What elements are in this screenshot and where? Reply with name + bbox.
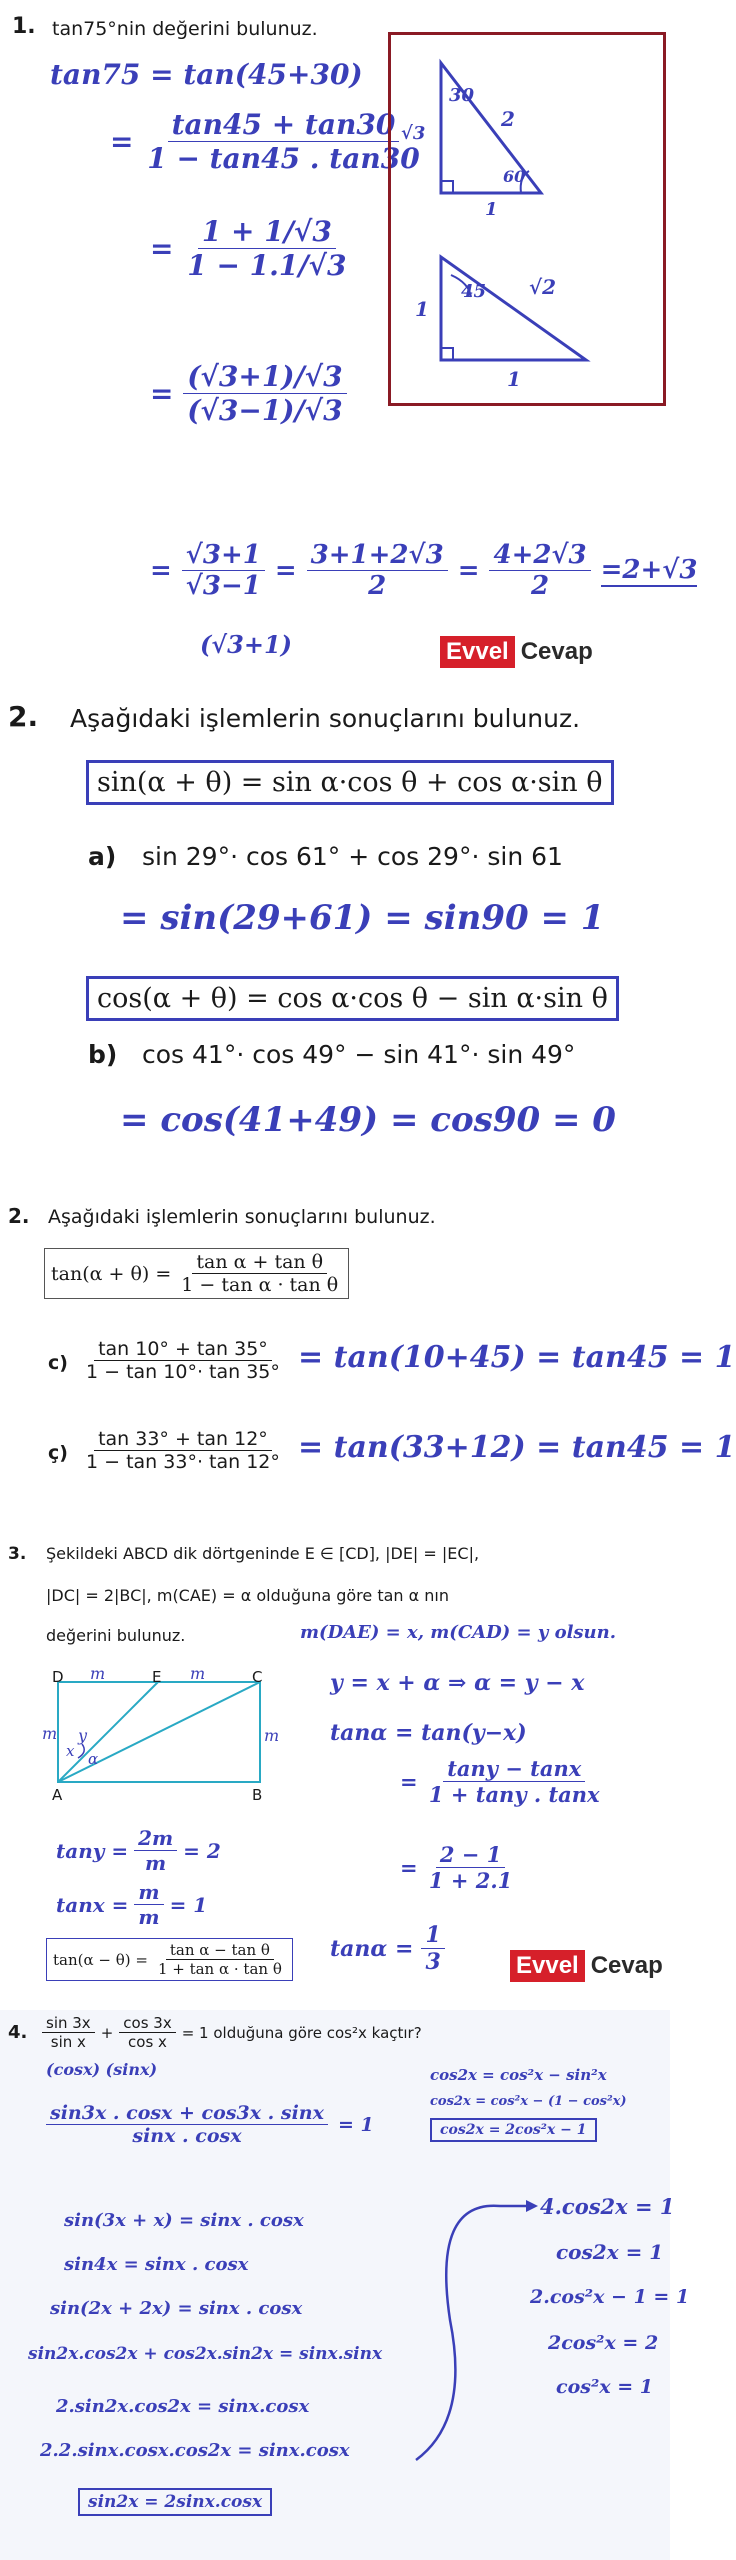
q4-s3: sin4x = sinx . cosx [64, 2254, 249, 2275]
q2a-b-answer: = cos(41+49) = cos90 = 0 [120, 1100, 616, 1140]
q4-r1: cos2x = cos²x − sin²x [430, 2066, 607, 2084]
q1-l5a-note: (√3+1) [200, 630, 292, 659]
q2b-c-answer: = tan(10+45) = tan45 = 1 [298, 1340, 736, 1375]
q1-result: =2+√3 [600, 554, 698, 585]
brand-logo-2: Evvel Cevap [510, 1950, 669, 1982]
q4-t5: cos²x = 1 [556, 2376, 653, 2398]
q2a-b-label: b) [88, 1040, 118, 1069]
q3-note1: m(DAE) = x, m(CAD) = y olsun. [300, 1622, 616, 1643]
q2a-number: 2. [8, 700, 39, 733]
q1-number: 1. [12, 14, 36, 39]
formula-sin-sum: sin(α + θ) = sin α·cos θ + cos α·sin θ [86, 760, 614, 805]
fig-label-C: C [252, 1668, 263, 1686]
q2b-c-label: c) [48, 1352, 68, 1374]
q3-result: tanα = $\frac{1}{3}$ [330, 1922, 445, 1975]
q3-tany: tany = $\frac{2m}{m}$ = 2 [56, 1826, 221, 1875]
q1-line5: = $\frac{√3+1}{√3-1}$ = $\frac{3+1+2√3}{2}$ = $\frac{4+2√3}{2}$ =2+√3 [150, 540, 698, 601]
formula-tan-diff: tan(α − θ) = $\frac{\text{tan α − tan θ}}{\text{1 + tan α · tan θ}}$ [46, 1938, 293, 1981]
fig-label-m-top1: m [90, 1664, 106, 1683]
q1-l4-den: (√3−1)/√3 [187, 394, 343, 427]
triangles-box [388, 32, 666, 406]
q3-line3: değerini bulunuz. [46, 1626, 186, 1645]
tri1-label-2: 2 [501, 107, 515, 131]
q4-r2: cos2x = cos²x − (1 − cos²x) [430, 2094, 627, 2109]
tri1-label-1: 1 [485, 199, 498, 220]
q4-s4: sin(2x + 2x) = sinx . cosx [50, 2298, 303, 2319]
q1-line2: = $\frac{\tan 45 + \tan 30}{1 - \tan 45 . \tan 30}$ [110, 108, 424, 175]
q2b-section [0, 1190, 736, 1520]
q1-l3-num: 1 + 1/√3 [198, 215, 336, 249]
q2b-cc-answer: = tan(33+12) = tan45 = 1 [298, 1430, 736, 1465]
q1-l5a-num: √3+1 [182, 540, 265, 571]
q4-r3: cos2x = 2cos²x − 1 [430, 2118, 597, 2142]
q1-l4-num: (√3+1)/√3 [183, 360, 346, 394]
q1-l2-num: tan45 + tan30 [168, 108, 400, 142]
q1-line4: = $\frac{(√3+1)/√3}{(√3-1)/√3}$ [150, 360, 347, 427]
tri2-label-1-bottom: 1 [507, 367, 521, 391]
q2b-c-frac: $\frac{\tan 10^\circ + \tan 35^\circ}{1 - \tan 10^\circ\cdot \tan 35^\circ}$ [86, 1338, 280, 1383]
q1-section [0, 0, 698, 690]
fig-label-y: y [78, 1726, 88, 1745]
q4-prompt: $\frac{\sin 3x}{\text{sin x}}$ + $\frac{\cos 3x}{\text{cos x}}$ = 1 olduğuna göre cos²x kaçtır? [42, 2014, 422, 2051]
q3-eq1: y = x + α ⇒ α = y − x [330, 1670, 585, 1696]
q1-line1: tan75 = tan(45+30) [50, 58, 363, 91]
q4-t4: 2cos²x = 2 [548, 2332, 659, 2354]
q4-t2: cos2x = 1 [556, 2240, 664, 2264]
tri2-label-45: 45 [461, 281, 487, 302]
q1-l5b-den: 2 [368, 571, 387, 601]
triangle-45 [441, 257, 586, 360]
q1-l2-den: 1 − tan45 . tan30 [147, 142, 420, 175]
q2a-b-expr: cos 41°· cos 49° − sin 41°· sin 49° [142, 1040, 576, 1069]
q2a-a-label: a) [88, 842, 117, 871]
q1-line3: = $\frac{1 + 1/√3}{1 - 1.1/√3}$ [150, 215, 350, 282]
q4-s6: 2.sin2x.cos2x = sinx.cosx [56, 2396, 310, 2417]
fig-label-alpha: α [88, 1750, 99, 1768]
q3-tanx: tanx = $\frac{m}{m}$ = 1 [56, 1880, 208, 1929]
fig-label-m-top2: m [190, 1664, 206, 1683]
q3-line2: |DC| = 2|BC|, m(CAE) = α olduğuna göre tan α nın [46, 1586, 449, 1605]
fig-label-E: E [152, 1668, 162, 1686]
tri1-label-30: 30 [449, 85, 475, 106]
q4-section [0, 2010, 690, 2560]
q3-number: 3. [8, 1544, 27, 1564]
q1-l3-den: 1 − 1.1/√3 [187, 249, 347, 282]
q2b-prompt: Aşağıdaki işlemlerin sonuçlarını bulunuz. [48, 1206, 436, 1228]
fig-label-x: x [66, 1742, 75, 1760]
q2a-a-expr: sin 29°· cos 61° + cos 29°· sin 61 [142, 842, 563, 871]
q1-l5b-num: 3+1+2√3 [307, 540, 448, 571]
q3-line1: Şekildeki ABCD dik dörtgeninde E ∈ [CD], |DE| = |EC|, [46, 1544, 480, 1563]
q2b-number: 2. [8, 1204, 30, 1228]
q2b-cc-frac: $\frac{\tan 33^\circ + \tan 12^\circ}{1 - \tan 33^\circ\cdot \tan 12^\circ}$ [86, 1428, 280, 1473]
q2b-cc-label: ç) [48, 1442, 68, 1464]
formula-tan-sum: tan(α + θ) = $\frac{\text{tan α + tan θ}}{\text{1 − tan α · tan θ}}$ [44, 1248, 349, 1299]
formula-cos-sum: cos(α + θ) = cos α·cos θ − sin α·sin θ [86, 976, 619, 1021]
fig-label-A: A [52, 1786, 63, 1804]
q2a-section [0, 690, 670, 1210]
fig-label-m-right: m [264, 1726, 280, 1745]
q1-l5a-den: √3−1 [185, 571, 261, 601]
fig-label-D: D [52, 1668, 64, 1686]
q4-s8: sin2x = 2sinx.cosx [78, 2488, 272, 2516]
q4-s2: sin(3x + x) = sinx . cosx [64, 2210, 304, 2231]
tri1-label-sqrt3: √3 [401, 123, 426, 144]
q4-t3: 2.cos²x − 1 = 1 [530, 2286, 690, 2308]
q2a-prompt: Aşağıdaki işlemlerin sonuçlarını bulunuz. [70, 704, 581, 733]
fig-label-B: B [252, 1786, 263, 1804]
tri2-label-sqrt2: √2 [529, 275, 557, 299]
fig-label-m-left: m [42, 1724, 58, 1743]
q4-t1: 4.cos2x = 1 [540, 2194, 675, 2219]
q4-mult-note: (cosx) (sinx) [46, 2060, 158, 2079]
q3-eq2: tanα = tan(y−x) [330, 1720, 527, 1746]
q1-l5c-num: 4+2√3 [489, 540, 590, 571]
q4-s5: sin2x.cos2x + cos2x.sin2x = sinx.sinx [28, 2344, 383, 2364]
q1-l5c-den: 2 [531, 571, 550, 601]
triangles-figure [391, 35, 663, 403]
q3-eq3: = $\frac{\tan y - \tan x}{1 + \tan y . \tan x}$ [400, 1756, 600, 1807]
tri1-label-60: 60 [503, 167, 526, 186]
q4-step1: $\frac{\sin 3x . \cos x + \cos 3x . \sin x}{\sin x . \cos x}$ = 1 [46, 2102, 374, 2147]
q1-prompt: tan75°nin değerini bulunuz. [52, 18, 318, 40]
q4-number: 4. [8, 2022, 28, 2043]
tri2-label-1-left: 1 [415, 297, 429, 321]
brand-logo-1: Evvel Cevap [440, 636, 599, 668]
q4-s7: 2.2.sinx.cosx.cos2x = sinx.cosx [40, 2440, 350, 2461]
q3-section [0, 1530, 670, 2000]
q3-eq4: = $\frac{2 - 1}{1 + 2.1}$ [400, 1842, 513, 1893]
q2a-a-answer: = sin(29+61) = sin90 = 1 [120, 898, 605, 938]
